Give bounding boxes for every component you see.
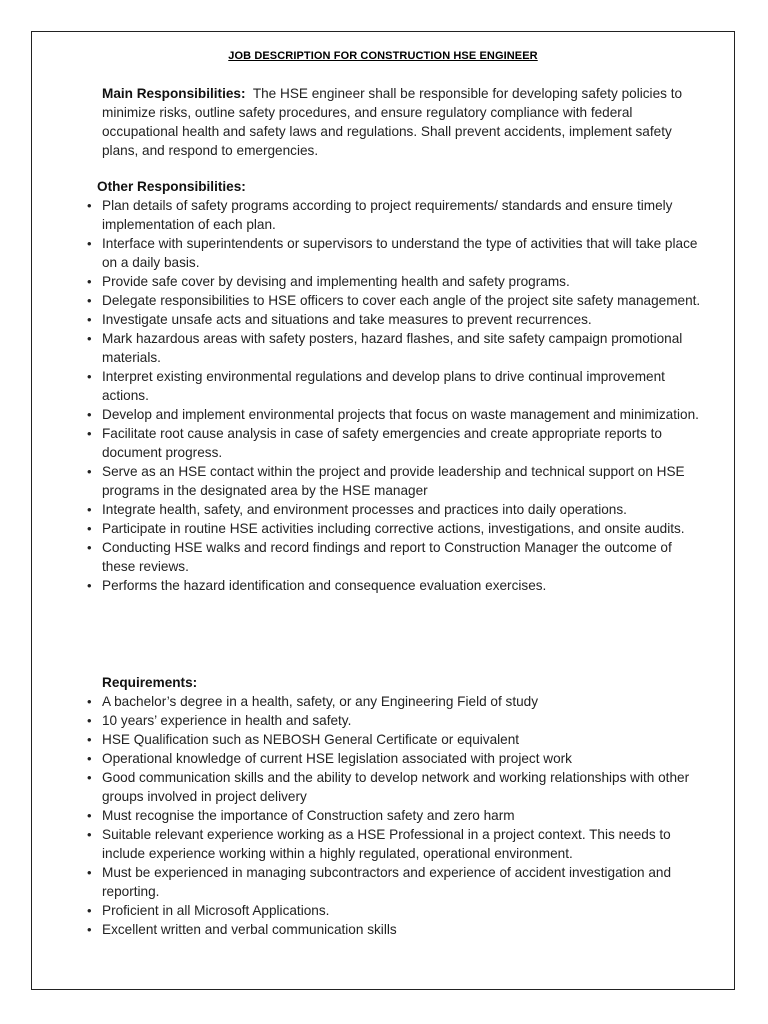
- list-item: [87, 291, 707, 310]
- list-item: [87, 901, 707, 920]
- list-item: [87, 730, 707, 749]
- list-item-text: Performs the hazard identification and consequence evaluation exercises.: [102, 578, 547, 593]
- list-item-text: Operational knowledge of current HSE legislation associated with project work: [102, 751, 572, 766]
- list-item: [87, 920, 707, 939]
- bullet-icon: •: [87, 808, 92, 823]
- list-item: [87, 863, 707, 901]
- bullet-icon: •: [87, 369, 92, 384]
- list-item: [87, 749, 707, 768]
- bullet-icon: •: [87, 464, 92, 479]
- bullet-icon: •: [87, 578, 92, 593]
- list-item: [87, 806, 707, 825]
- bullet-icon: •: [87, 426, 92, 441]
- main-responsibilities-paragraph: [102, 84, 702, 160]
- bullet-icon: •: [87, 732, 92, 747]
- list-item-text: Serve as an HSE contact within the project and provide leadership and technical support on HSE programs in the designated area by the HSE manager: [102, 464, 685, 498]
- list-item-text: Interpret existing environmental regulations and develop plans to drive continual improvement actions.: [102, 369, 665, 403]
- list-item-text: A bachelor’s degree in a health, safety, or any Engineering Field of study: [102, 694, 539, 709]
- list-item: [87, 825, 707, 863]
- list-item-text: Participate in routine HSE activities including corrective actions, investigations, and onsite audits.: [102, 521, 685, 536]
- list-item-text: Must be experienced in managing subcontractors and experience of accident investigation and reporting.: [102, 865, 672, 899]
- list-item: [87, 424, 707, 462]
- list-item-text: Proficient in all Microsoft Applications.: [102, 903, 330, 918]
- list-item-text: Investigate unsafe acts and situations and take measures to prevent recurrences.: [102, 312, 592, 327]
- list-item-text: Suitable relevant experience working as a HSE Professional in a project context. This needs to include experience working within a highly regulated, operational environment.: [102, 827, 671, 861]
- list-item-text: Facilitate root cause analysis in case of safety emergencies and create appropriate reports to document progress.: [102, 426, 662, 460]
- bullet-icon: •: [87, 407, 92, 422]
- list-item-text: Provide safe cover by devising and implementing health and safety programs.: [102, 274, 570, 289]
- list-item-text: Good communication skills and the ability to develop network and working relationships with other groups involved in project delivery: [102, 770, 690, 804]
- list-item-text: Integrate health, safety, and environment processes and practices into daily operations.: [102, 502, 627, 517]
- other-responsibilities-heading: Other Responsibilities:: [97, 179, 246, 194]
- main-responsibilities-text: The HSE engineer shall be responsible for developing safety policies to minimize risks, outline safety procedures, and ensure regulatory compliance with federal occupational health and safety laws and regulations. Shall prevent accidents, implement safety plans, and respond to emergencies.: [102, 86, 686, 158]
- requirements-list: [87, 692, 707, 939]
- list-item: [87, 405, 707, 424]
- bullet-icon: •: [87, 922, 92, 937]
- list-item: [87, 500, 707, 519]
- list-item: [87, 519, 707, 538]
- bullet-icon: •: [87, 502, 92, 517]
- list-item: [87, 538, 707, 576]
- bullet-icon: •: [87, 331, 92, 346]
- list-item: [87, 329, 707, 367]
- bullet-icon: •: [87, 694, 92, 709]
- list-item-text: Conducting HSE walks and record findings and report to Construction Manager the outcome of these reviews.: [102, 540, 672, 574]
- list-item: [87, 196, 707, 234]
- bullet-icon: •: [87, 770, 92, 785]
- list-item: [87, 692, 707, 711]
- other-responsibilities-list: [87, 196, 707, 595]
- list-item-text: Plan details of safety programs according to project requirements/ standards and ensure timely implementation of each plan.: [102, 198, 673, 232]
- bullet-icon: •: [87, 751, 92, 766]
- bullet-icon: •: [87, 312, 92, 327]
- list-item-text: Develop and implement environmental projects that focus on waste management and minimization.: [102, 407, 699, 422]
- list-item: [87, 272, 707, 291]
- list-item-text: Excellent written and verbal communication skills: [102, 922, 397, 937]
- main-responsibilities-label: Main Responsibilities:: [102, 86, 246, 101]
- bullet-icon: •: [87, 236, 92, 251]
- bullet-icon: •: [87, 293, 92, 308]
- list-item: [87, 576, 707, 595]
- list-item: [87, 234, 707, 272]
- list-item: [87, 462, 707, 500]
- list-item-text: Interface with superintendents or supervisors to understand the type of activities that will take place on a daily basis.: [102, 236, 698, 270]
- list-item-text: Delegate responsibilities to HSE officers to cover each angle of the project site safety management.: [102, 293, 701, 308]
- bullet-icon: •: [87, 521, 92, 536]
- bullet-icon: •: [87, 865, 92, 880]
- bullet-icon: •: [87, 198, 92, 213]
- bullet-icon: •: [87, 540, 92, 555]
- list-item-text: Mark hazardous areas with safety posters, hazard flashes, and site safety campaign promotional materials.: [102, 331, 683, 365]
- document-title: JOB DESCRIPTION FOR CONSTRUCTION HSE ENGINEER: [228, 50, 538, 62]
- bullet-icon: •: [87, 827, 92, 842]
- list-item-text: 10 years’ experience in health and safety.: [102, 713, 352, 728]
- bullet-icon: •: [87, 713, 92, 728]
- list-item: [87, 367, 707, 405]
- bullet-icon: •: [87, 274, 92, 289]
- list-item: [87, 711, 707, 730]
- list-item: [87, 310, 707, 329]
- bullet-icon: •: [87, 903, 92, 918]
- requirements-heading: Requirements:: [102, 675, 198, 690]
- list-item: [87, 768, 707, 806]
- document-page: [31, 31, 735, 990]
- list-item-text: Must recognise the importance of Construction safety and zero harm: [102, 808, 515, 823]
- list-item-text: HSE Qualification such as NEBOSH General Certificate or equivalent: [102, 732, 520, 747]
